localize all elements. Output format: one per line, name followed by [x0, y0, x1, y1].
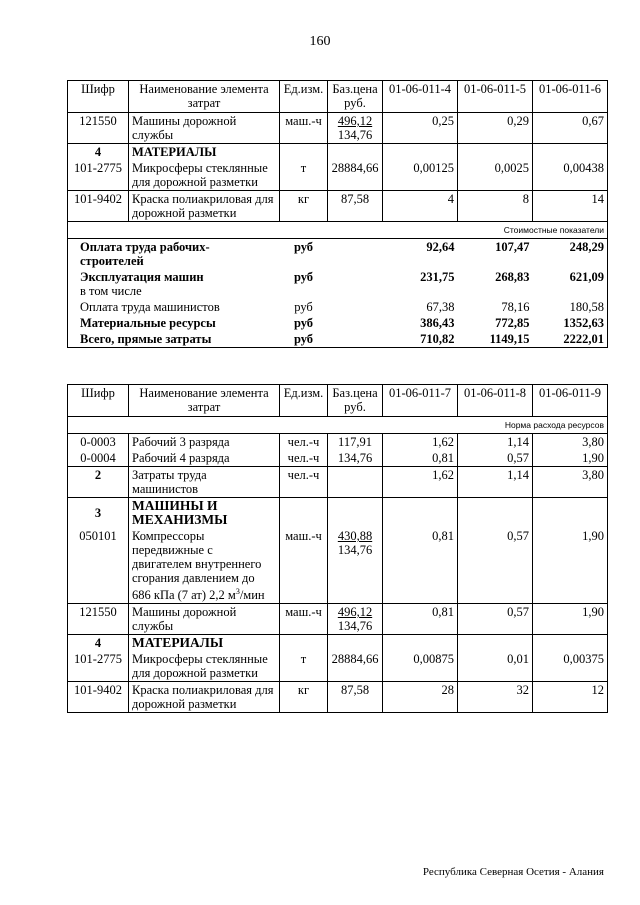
resource-table-2 — [67, 384, 608, 713]
cost-value: 2222,01 — [533, 331, 608, 348]
row-unit: кг — [280, 191, 328, 222]
row-value: 0,67 — [533, 113, 608, 144]
cost-unit: руб — [294, 300, 313, 314]
page-number: 160 — [309, 34, 331, 49]
row-price: 87,58 — [328, 682, 383, 713]
cost-value: 621,09 — [533, 269, 608, 299]
cost-value: 107,47 — [458, 239, 533, 270]
row-name: Рабочий 4 разряда — [129, 450, 280, 467]
row-value: 1,90 — [533, 528, 608, 604]
section-title: МАШИНЫ И МЕХАНИЗМЫ — [129, 498, 280, 529]
row-price: 134,76 — [328, 450, 383, 467]
row-value: 0,29 — [458, 113, 533, 144]
resource-table-1 — [67, 80, 608, 348]
cost-value: 386,43 — [420, 316, 455, 330]
row-code: 121550 — [68, 604, 129, 635]
row-value: 1,90 — [533, 604, 608, 635]
table-row — [68, 651, 608, 682]
row-unit: т — [280, 160, 328, 191]
row-value: 3,80 — [533, 434, 608, 451]
row-code: 101-2775 — [68, 160, 129, 191]
cost-value: 78,16 — [501, 300, 530, 314]
table-row — [68, 467, 608, 498]
header-unit: Ед.изм. — [280, 385, 328, 417]
row-value: 3,80 — [533, 467, 608, 498]
row-unit: маш.-ч — [280, 604, 328, 635]
row-code: 121550 — [68, 113, 129, 144]
header-code: 01-06-011-9 — [533, 385, 608, 417]
header-name: Наименование элемента затрат — [129, 81, 280, 113]
header-price: Баз.цена руб. — [328, 81, 383, 113]
cost-indicators-label-row — [68, 222, 608, 239]
row-name: Рабочий 3 разряда — [129, 434, 280, 451]
row-value: 0,00875 — [383, 651, 458, 682]
row-unit: маш.-ч — [280, 528, 328, 604]
row-value: 1,14 — [458, 434, 533, 451]
cost-value: 1149,15 — [458, 331, 533, 348]
norm-label: Норма расхода ресурсов — [68, 417, 608, 434]
row-value: 1,14 — [458, 467, 533, 498]
cost-unit: руб — [293, 316, 314, 330]
table-header — [68, 81, 608, 113]
row-value: 28 — [383, 682, 458, 713]
row-name: Микросферы стеклянные для дорожной разметки — [129, 160, 280, 191]
row-unit: т — [280, 651, 328, 682]
section-number: 3 — [68, 498, 129, 529]
table-row — [68, 450, 608, 467]
header-code: 01-06-011-5 — [458, 81, 533, 113]
row-value: 0,0025 — [458, 160, 533, 191]
row-value: 4 — [383, 191, 458, 222]
row-value: 0,57 — [458, 528, 533, 604]
cost-unit: руб — [280, 331, 328, 348]
table-row — [68, 682, 608, 713]
row-code: 0-0004 — [68, 450, 129, 467]
section-number: 4 — [68, 635, 129, 652]
header-shifr: Шифр — [68, 385, 129, 417]
cost-value: 248,29 — [533, 239, 608, 270]
table-row — [68, 191, 608, 222]
cost-value: 92,64 — [383, 239, 458, 270]
cost-label: Оплата труда рабочих- строителей — [68, 239, 280, 270]
row-name: Компрессоры передвижные с двигателем внутреннего сгорания давлением до 686 кПа (7 ат) 2,2 $м^3$/мин — [129, 528, 280, 604]
row-code: 0-0003 — [68, 434, 129, 451]
row-value: 0,57 — [458, 604, 533, 635]
row-unit: маш.-ч — [280, 113, 328, 144]
footer-region: Республика Северная Осетия - Алания — [422, 866, 604, 878]
table-row — [68, 239, 608, 270]
table-row — [68, 144, 608, 161]
table-row — [68, 315, 608, 331]
row-value: 8 — [458, 191, 533, 222]
row-value: 14 — [533, 191, 608, 222]
table-row — [68, 113, 608, 144]
table-row — [68, 434, 608, 451]
row-price: 28884,66 — [328, 160, 383, 191]
row-price: 430,88 134,76 — [328, 528, 383, 604]
cost-label: Эксплуатация машин в том числе — [68, 269, 280, 299]
row-name: Краска полиакриловая для дорожной разметки — [129, 682, 280, 713]
row-value: 1,62 — [383, 434, 458, 451]
row-value: 32 — [458, 682, 533, 713]
row-value: 1,90 — [533, 450, 608, 467]
row-name: Краска полиакриловая для дорожной разметки — [129, 191, 280, 222]
cost-value: 1352,63 — [533, 315, 608, 331]
section-title: МАТЕРИАЛЫ — [129, 635, 280, 652]
section-number: 4 — [68, 144, 129, 161]
row-value: 0,81 — [383, 528, 458, 604]
row-name: Затраты труда машинистов — [129, 467, 280, 498]
row-code: 2 — [68, 467, 129, 498]
row-code: 101-2775 — [68, 651, 129, 682]
row-unit: чел.-ч — [280, 467, 328, 498]
row-value: 1,62 — [383, 467, 458, 498]
row-price: 28884,66 — [328, 651, 383, 682]
row-price: 496,12 134,76 — [328, 604, 383, 635]
row-price: 496,12 134,76 — [328, 113, 383, 144]
cost-unit: руб — [280, 239, 328, 270]
row-value: 0,25 — [383, 113, 458, 144]
row-name: Машины дорожной службы — [129, 113, 280, 144]
cost-label: Материальные ресурсы — [68, 315, 280, 331]
row-price: 87,58 — [328, 191, 383, 222]
table-row — [68, 498, 608, 529]
cost-label: Оплата труда машинистов — [68, 299, 280, 315]
row-value: 0,00375 — [533, 651, 608, 682]
table-row — [68, 604, 608, 635]
cost-unit: руб — [293, 270, 314, 284]
table-row — [68, 635, 608, 652]
row-unit: чел.-ч — [280, 450, 328, 467]
row-code: 050101 — [68, 528, 129, 604]
row-value: 0,00438 — [533, 160, 608, 191]
table-row — [68, 299, 608, 315]
row-value: 0,01 — [458, 651, 533, 682]
row-name: Микросферы стеклянные для дорожной разметки — [129, 651, 280, 682]
cost-value: 180,58 — [533, 299, 608, 315]
cost-value: 772,85 — [495, 316, 530, 330]
row-value: 0,81 — [383, 450, 458, 467]
row-value: 12 — [533, 682, 608, 713]
row-value: 0,57 — [458, 450, 533, 467]
row-code: 101-9402 — [68, 682, 129, 713]
row-name: Машины дорожной службы — [129, 604, 280, 635]
cost-value: 710,82 — [383, 331, 458, 348]
row-code: 101-9402 — [68, 191, 129, 222]
header-code: 01-06-011-4 — [383, 81, 458, 113]
header-code: 01-06-011-6 — [533, 81, 608, 113]
section-title: МАТЕРИАЛЫ — [129, 144, 280, 161]
cost-label: Всего, прямые затраты — [68, 331, 280, 348]
header-unit: Ед.изм. — [280, 81, 328, 113]
row-unit: чел.-ч — [280, 434, 328, 451]
cost-value: 268,83 — [495, 270, 530, 284]
row-value: 0,81 — [383, 604, 458, 635]
table-row — [68, 528, 608, 604]
row-price: 117,91 — [328, 434, 383, 451]
header-shifr: Шифр — [68, 81, 129, 113]
cost-value: 67,38 — [426, 300, 455, 314]
header-code: 01-06-011-8 — [458, 385, 533, 417]
header-price: Баз.цена руб. — [328, 385, 383, 417]
row-unit: кг — [280, 682, 328, 713]
table-row — [68, 331, 608, 348]
table-row — [68, 269, 608, 299]
header-code: 01-06-011-7 — [383, 385, 458, 417]
cost-value: 231,75 — [420, 270, 455, 284]
table-header — [68, 385, 608, 417]
table-row — [68, 160, 608, 191]
norm-label-row — [68, 417, 608, 434]
header-name: Наименование элемента затрат — [129, 385, 280, 417]
cost-indicators-label: Стоимостные показатели — [68, 222, 608, 239]
row-value: 0,00125 — [383, 160, 458, 191]
